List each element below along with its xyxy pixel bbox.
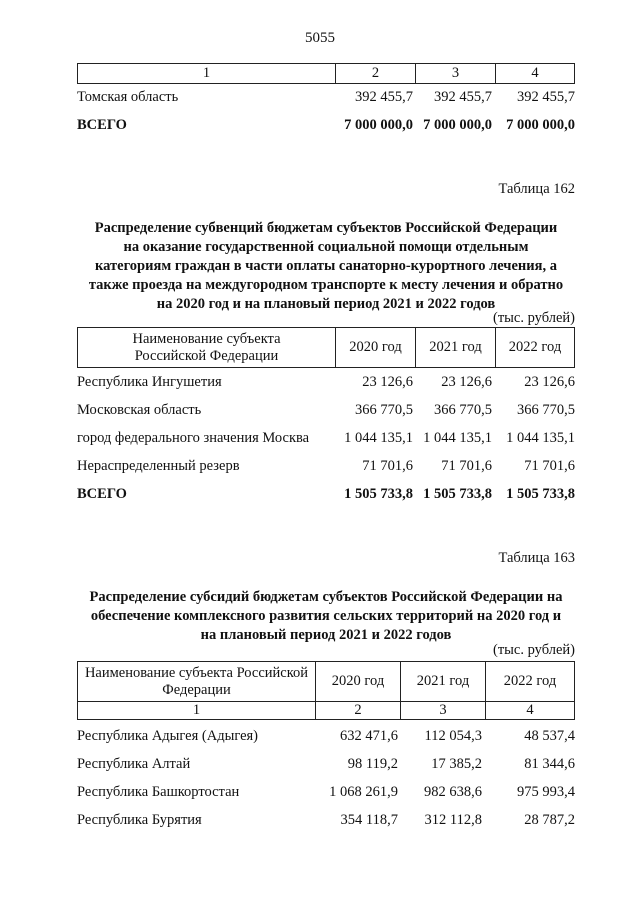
table-162-label: Таблица 162 bbox=[498, 181, 575, 197]
title-line: на 2020 год и на плановый период 2021 и 2022 годов bbox=[156, 296, 496, 312]
header-line: Федерации bbox=[162, 681, 231, 698]
value-2021: 366 770,5 bbox=[434, 401, 492, 418]
value-2021: 112 054,3 bbox=[424, 727, 482, 744]
title-line: также проезда на междугородном транспорте к месту лечения и обратно bbox=[88, 277, 564, 293]
total-2020: 1 505 733,8 bbox=[344, 485, 413, 502]
table-162-title bbox=[60, 219, 592, 314]
value-2021: 392 455,7 bbox=[434, 88, 492, 105]
title-line: Распределение субвенций бюджетам субъектов Российской Федерации bbox=[94, 220, 558, 236]
header-line: Наименование субъекта bbox=[132, 330, 281, 347]
header-2022: 2022 год bbox=[486, 662, 575, 702]
header-region bbox=[78, 328, 336, 368]
value-2022: 1 044 135,1 bbox=[506, 429, 575, 446]
value-2022: 71 701,6 bbox=[524, 457, 575, 474]
region-name: Республика Алтай bbox=[77, 755, 191, 772]
region-name: Республика Бурятия bbox=[77, 811, 202, 828]
table-163-header bbox=[77, 661, 575, 720]
title-line: на плановый период 2021 и 2022 годов bbox=[200, 627, 452, 643]
title-line: обеспечение комплексного развития сельских территорий на 2020 год и bbox=[90, 608, 562, 624]
table-row bbox=[77, 722, 575, 750]
total-row bbox=[77, 480, 575, 508]
header-2021: 2021 год bbox=[401, 662, 486, 702]
value-2021: 71 701,6 bbox=[441, 457, 492, 474]
value-2022: 81 344,6 bbox=[524, 755, 575, 772]
value-2020: 1 068 261,9 bbox=[329, 783, 398, 800]
table-163-body bbox=[77, 722, 575, 834]
value-2020: 632 471,6 bbox=[340, 727, 398, 744]
title-line: категориям граждан в части оплаты санаторно-курортного лечения, а bbox=[95, 258, 557, 274]
value-2021: 23 126,6 bbox=[441, 373, 492, 390]
header-line: Наименование субъекта Российской bbox=[84, 664, 309, 681]
table-163-label: Таблица 163 bbox=[498, 550, 575, 566]
table-row bbox=[77, 750, 575, 778]
region-name: Республика Башкортостан bbox=[77, 783, 240, 800]
region-name: Республика Адыгея (Адыгея) bbox=[77, 727, 259, 744]
header-2020: 2020 год bbox=[336, 328, 416, 368]
total-2021: 7 000 000,0 bbox=[423, 116, 492, 133]
region-name: город федерального значения Москва bbox=[77, 429, 310, 446]
table-row bbox=[77, 83, 575, 111]
column-number: 1 bbox=[78, 64, 336, 84]
value-2021: 982 638,6 bbox=[424, 783, 482, 800]
column-number: 1 bbox=[78, 702, 316, 720]
total-2022: 7 000 000,0 bbox=[506, 116, 575, 133]
table-163-title bbox=[60, 588, 592, 645]
title-line: на оказание государственной социальной помощи отдельным bbox=[123, 239, 529, 255]
value-2020: 23 126,6 bbox=[362, 373, 413, 390]
table-row bbox=[77, 806, 575, 834]
top-table-header bbox=[77, 63, 575, 84]
value-2020: 71 701,6 bbox=[362, 457, 413, 474]
total-label: ВСЕГО bbox=[77, 485, 127, 502]
top-table-body bbox=[77, 83, 575, 139]
value-2020: 98 119,2 bbox=[347, 755, 398, 772]
region-name: Республика Ингушетия bbox=[77, 373, 222, 390]
region-name: Нераспределенный резерв bbox=[77, 457, 240, 474]
value-2021: 17 385,2 bbox=[431, 755, 482, 772]
value-2020: 366 770,5 bbox=[355, 401, 413, 418]
table-163-unit: (тыс. рублей) bbox=[493, 642, 575, 658]
table-row bbox=[77, 452, 575, 480]
header-region bbox=[78, 662, 316, 702]
column-number: 3 bbox=[416, 64, 496, 84]
total-2020: 7 000 000,0 bbox=[344, 116, 413, 133]
region-name: Томская область bbox=[77, 88, 179, 105]
value-2020: 354 118,7 bbox=[340, 811, 398, 828]
table-162-body bbox=[77, 368, 575, 508]
value-2020: 1 044 135,1 bbox=[344, 429, 413, 446]
header-2020: 2020 год bbox=[316, 662, 401, 702]
header-2021: 2021 год bbox=[416, 328, 496, 368]
table-row bbox=[77, 396, 575, 424]
column-number: 4 bbox=[486, 702, 575, 720]
column-number: 2 bbox=[336, 64, 416, 84]
total-2021: 1 505 733,8 bbox=[423, 485, 492, 502]
value-2022: 48 537,4 bbox=[524, 727, 575, 744]
header-2022: 2022 год bbox=[496, 328, 575, 368]
value-2022: 28 787,2 bbox=[524, 811, 575, 828]
table-162-header bbox=[77, 327, 575, 368]
page-number: 5055 bbox=[305, 30, 335, 46]
title-line: Распределение субсидий бюджетам субъектов Российской Федерации на bbox=[89, 589, 563, 605]
value-2022: 975 993,4 bbox=[517, 783, 575, 800]
value-2022: 392 455,7 bbox=[517, 88, 575, 105]
table-row bbox=[77, 424, 575, 452]
value-2022: 366 770,5 bbox=[517, 401, 575, 418]
value-2021: 1 044 135,1 bbox=[423, 429, 492, 446]
total-row bbox=[77, 111, 575, 139]
table-row bbox=[77, 778, 575, 806]
header-line: Российской Федерации bbox=[134, 347, 279, 364]
table-162-unit: (тыс. рублей) bbox=[493, 310, 575, 326]
total-label: ВСЕГО bbox=[77, 116, 127, 133]
table-row bbox=[77, 368, 575, 396]
total-2022: 1 505 733,8 bbox=[506, 485, 575, 502]
value-2020: 392 455,7 bbox=[355, 88, 413, 105]
column-number: 4 bbox=[496, 64, 575, 84]
region-name: Московская область bbox=[77, 401, 202, 418]
column-number: 3 bbox=[401, 702, 486, 720]
value-2022: 23 126,6 bbox=[524, 373, 575, 390]
column-number: 2 bbox=[316, 702, 401, 720]
value-2021: 312 112,8 bbox=[424, 811, 482, 828]
